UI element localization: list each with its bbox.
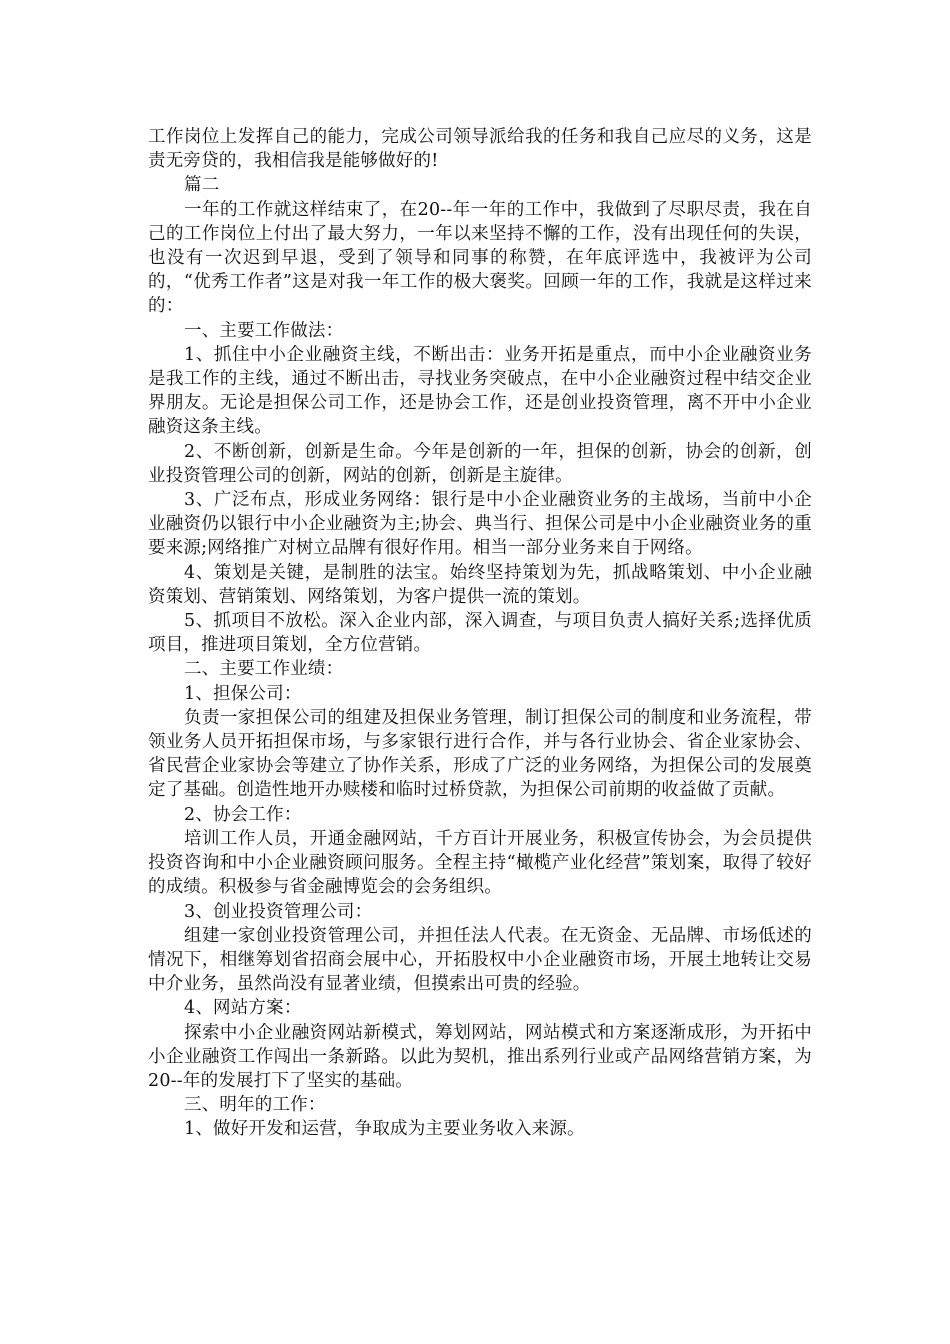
paragraph-1: 工作岗位上发挥自己的能力，完成公司领导派给我的任务和我自己应尽的义务，这是责无旁贷的，我相信我是能够做好的! [148, 127, 812, 172]
paragraph-next-year-1: 1、做好开发和运营，争取成为主要业务收入来源。 [184, 1119, 585, 1140]
paragraph-method-2: 2、不断创新，创新是生命。今年是创新的一年，担保的创新，协会的创新，创业投资管理公司的创新，网站的创新，创新是主旋律。 [148, 441, 812, 486]
paragraph-method-1: 1、抓住中小企业融资主线，不断出击：业务开拓是重点，而中小企业融资业务是我工作的主线，通过不断出击，寻找业务突破点，在中小企业融资过程中结交企业界朋友。无论是担保公司工作，还是协会工作，还是创业投资管理，离不开中小企业融资这条主线。 [148, 344, 812, 438]
heading-main-methods: 一、主要工作做法： [184, 320, 344, 341]
paragraph-method-5: 5、抓项目不放松。深入企业内部，深入调查，与项目负责人搞好关系;选择优质项目，推进项目策划，全方位营销。 [148, 611, 812, 656]
subheading-venture-capital: 3、创业投资管理公司： [184, 901, 373, 922]
paragraph-method-4: 4、策划是关键，是制胜的法宝。始终坚持策划为先，抓战略策划、中小企业融资策划、营销策划、网络策划，为客户提供一流的策划。 [148, 562, 812, 607]
paragraph-guarantee-company: 负责一家担保公司的组建及担保业务管理，制订担保公司的制度和业务流程，带领业务人员开拓担保市场，与多家银行进行合作，并与各行业协会、省企业家协会、省民营企业家协会等建立了协作关系，形成了广泛的业务网络，为担保公司的发展奠定了基础。创造性地开办赎楼和临时过桥贷款，为担保公司前期的收益做了贡献。 [148, 707, 812, 801]
paragraph-association-work: 培训工作人员，开通金融网站，千方百计开展业务，积极宣传协会，为会员提供投资咨询和中小企业融资顾问服务。全程主持“橄榄产业化经营”策划案，取得了较好的成绩。积极参与省金融博览会的会务组织。 [148, 828, 812, 898]
heading-main-achievements: 二、主要工作业绩： [184, 659, 344, 680]
paragraph-venture-capital: 组建一家创业投资管理公司，并担任法人代表。在无资金、无品牌、市场低述的情况下，相继筹划省招商会展中心，开拓股权中小企业融资市场，开展土地转让交易中介业务，虽然尚没有显著业绩，但摸索出可贵的经验。 [148, 925, 812, 995]
subheading-association-work: 2、协会工作： [184, 804, 302, 825]
heading-next-year-work: 三、明年的工作： [184, 1095, 326, 1116]
document-body [148, 125, 812, 1142]
paragraph-website-plan: 探索中小企业融资网站新模式，筹划网站，网站模式和方案逐渐成形，为开拓中小企业融资工作闯出一条新路。以此为契机，推出系列行业或产品网络营销方案，为20--年的发展打下了坚实的基础。 [148, 1022, 812, 1091]
section-heading-part-two: 篇二 [184, 175, 220, 196]
paragraph-intro: 一年的工作就这样结束了，在20--年一年的工作中，我做到了尽职尽责，我在自己的工作岗位上付出了最大努力，一年以来坚持不懈的工作，没有出现任何的失误，也没有一次迟到早退，受到了领导和同事的称赞，在年底评选中，我被评为公司的，“优秀工作者”这是对我一年工作的极大褒奖。回顾一年的工作，我就是这样过来的： [148, 199, 812, 317]
subheading-guarantee-company: 1、担保公司： [184, 683, 302, 704]
subheading-website-plan: 4、网站方案： [184, 998, 302, 1019]
paragraph-method-3: 3、广泛布点，形成业务网络：银行是中小企业融资业务的主战场，当前中小企业融资仍以银行中小企业融资为主;协会、典当行、担保公司是中小企业融资业务的重要来源;网络推广对树立品牌有很好作用。相当一部分业务来自于网络。 [148, 490, 812, 559]
